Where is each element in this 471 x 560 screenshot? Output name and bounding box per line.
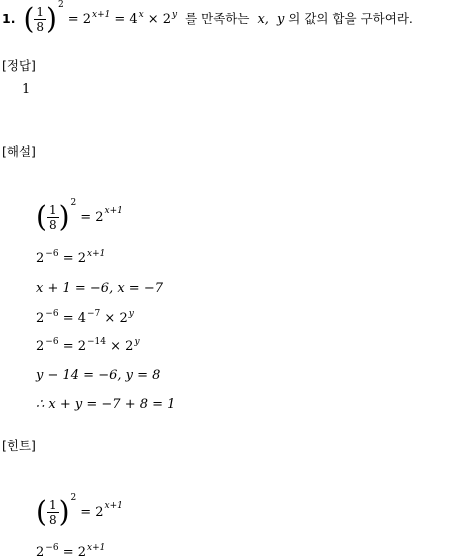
problem-var-x: x, bbox=[257, 11, 269, 27]
problem-eq-times: × $2^y$ bbox=[147, 9, 178, 27]
solution-line-5: $2^{-6} = 2^{-14} \times 2^y$ bbox=[36, 337, 140, 354]
hint-fraction: $\frac{1}{8}$ bbox=[48, 497, 57, 527]
problem-fraction: $\frac{1}{8}$ bbox=[36, 4, 45, 34]
problem-var-y: y bbox=[276, 11, 285, 27]
solution-label: [해설] bbox=[2, 144, 36, 159]
hint-line-1: ( $\frac{1}{8}$ ) $^2$ = 2 $^{x+1}$ bbox=[36, 492, 123, 529]
problem-eq-rhs1: = $2^{x+1}$ bbox=[67, 9, 111, 27]
solution-line-3: x + 1 = −6, x = −7 bbox=[36, 281, 163, 296]
solution-line-1: ( $\frac{1}{8}$ ) $^2$ = 2 $^{x+1}$ bbox=[36, 197, 123, 234]
solution-line-7: ∴ x + y = −7 + 8 = 1 bbox=[36, 397, 176, 412]
answer-value: 1 bbox=[22, 82, 31, 97]
solution-line-4: $2^{-6} = 4^{-7} \times 2^y$ bbox=[36, 309, 134, 326]
solution-fraction: $\frac{1}{8}$ bbox=[48, 202, 57, 232]
problem-eq-rhs2: = $4^x$ bbox=[114, 9, 144, 27]
problem-number: 1. bbox=[2, 10, 16, 26]
problem-text-1: 를 만족하는 bbox=[185, 10, 250, 26]
answer-label: [정답] bbox=[2, 58, 36, 73]
solution-line-6: y − 14 = −6, y = 8 bbox=[36, 368, 161, 383]
problem-statement bbox=[2, 0, 413, 36]
problem-text-2: 의 값의 합을 구하여라. bbox=[288, 10, 413, 26]
problem-fraction-term: ( $\frac{1}{8}$ ) $^2$ bbox=[23, 0, 64, 36]
hint-line-2: $2^{-6} = 2^{x+1}$ bbox=[36, 543, 106, 560]
hint-label: [힌트] bbox=[2, 438, 36, 453]
solution-line-2: $2^{-6} = 2^{x+1}$ bbox=[36, 249, 106, 266]
